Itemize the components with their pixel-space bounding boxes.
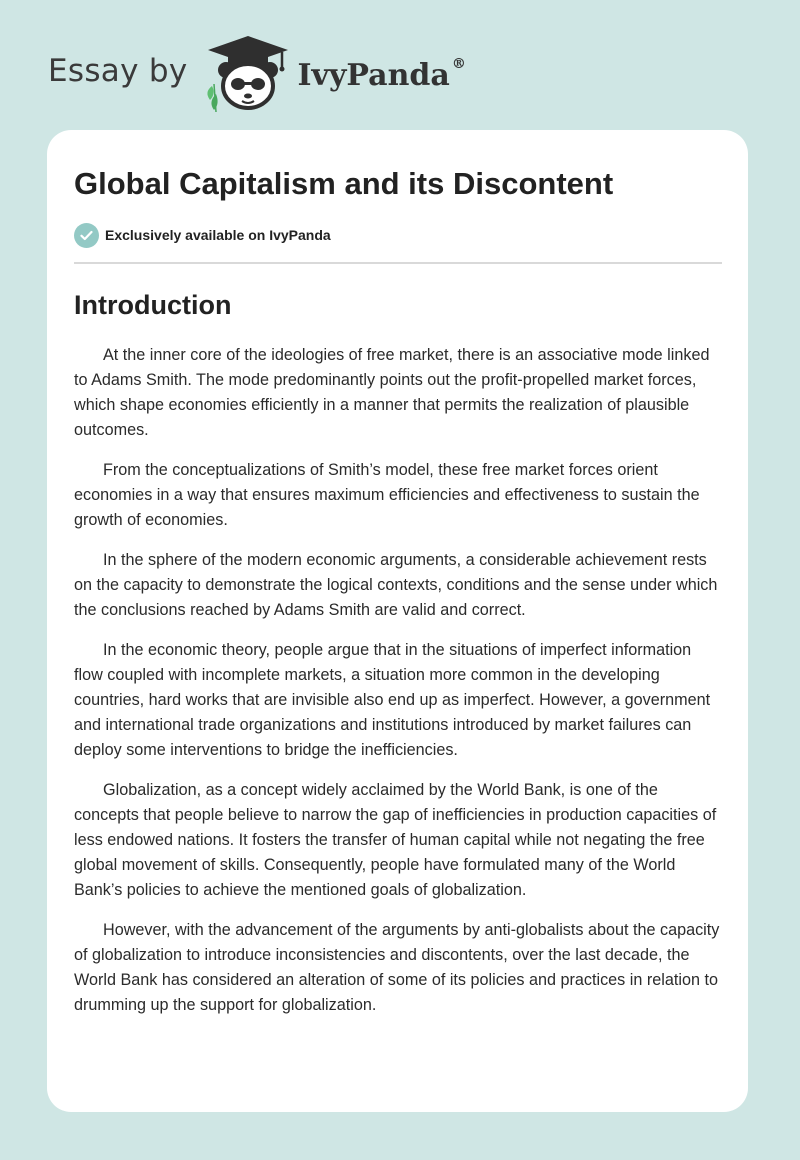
paragraph: Globalization, as a concept widely acclaimed by the World Bank, is one of the concepts that people believe to narrow the gap of inefficiencies in production capacities of less endowed nations. It fosters the transfer of human capital while not negating the free global movement of skills. Consequently, people have formulated many of the World Bank’s policies to achieve the mentioned goals of globalization. <box>74 781 717 899</box>
exclusive-label: Exclusively available on IvyPanda <box>105 227 331 243</box>
essay-title: Global Capitalism and its Discontent <box>74 166 614 201</box>
paragraph: From the conceptualizations of Smith’s model, these free market forces orient economies in a way that ensures maximum efficiencies and effectiveness to sustain the growth of economies. <box>74 461 700 529</box>
paragraph: In the sphere of the modern economic arguments, a considerable achievement rests on the capacity to demonstrate the logical contexts, conditions and the sense under which the conclusions reached by Adams Smith are valid and correct. <box>74 551 718 619</box>
registered-mark: ® <box>451 55 466 72</box>
check-icon <box>74 223 99 248</box>
paragraph: At the inner core of the ideologies of free market, there is an associative mode linked to Adams Smith. The mode predominantly points out the profit-propelled market forces, which shape economies efficiently in a manner that permits the realization of plausible outcomes. <box>74 346 710 439</box>
title-divider <box>74 262 722 264</box>
paragraph: In the economic theory, people argue that in the situations of imperfect information flow coupled with incomplete markets, a situation more common in the developing countries, hard works that are invisible also end up as imperfect. However, a government and international trade organizations and institutions introduced by market failures can deploy some interventions to bridge the inefficiencies. <box>74 641 711 759</box>
essay-card <box>47 130 748 1112</box>
exclusive-badge <box>74 222 722 248</box>
ivypanda-logo-icon <box>202 34 294 114</box>
essay-by-label: Essay by <box>48 53 188 89</box>
paragraph: However, with the advancement of the arguments by anti-globalists about the capacity of globalization to introduce inconsistencies and discontents, over the last decade, the World Bank has considered an alteration of some of its policies and practices in relation to drumming up the support for globalization. <box>74 921 720 1014</box>
essay-body <box>74 343 722 1018</box>
brand-name <box>297 55 466 93</box>
section-heading-introduction: Introduction <box>74 290 232 320</box>
brand-name-text: IvyPanda <box>297 57 450 93</box>
brand-header[interactable] <box>48 34 466 114</box>
